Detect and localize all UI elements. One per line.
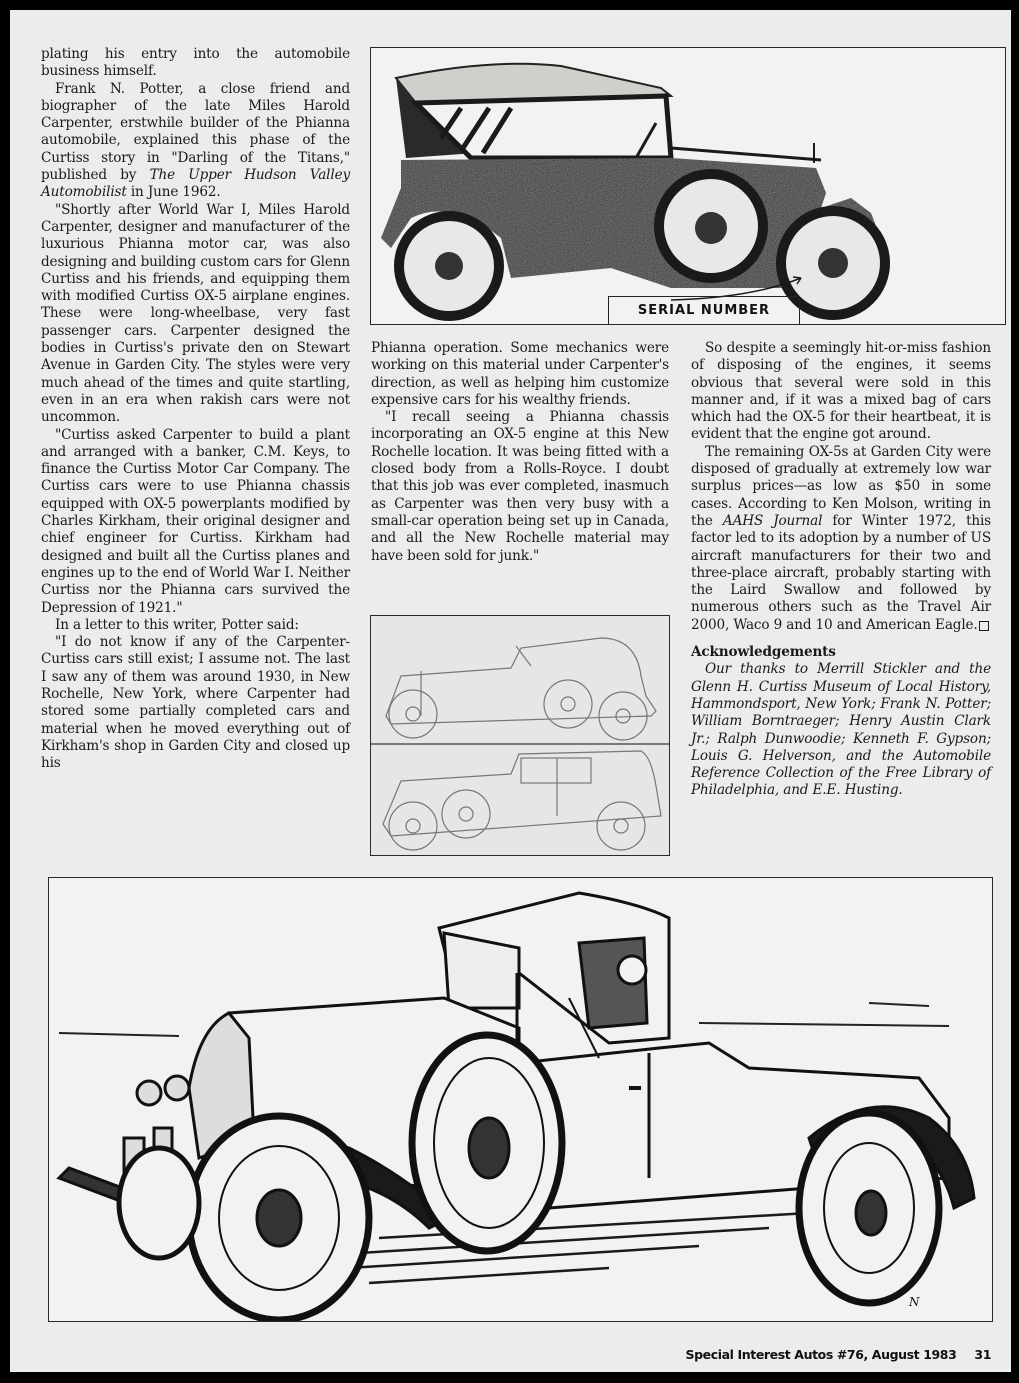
paragraph-text: in June 1962. <box>126 184 221 201</box>
paragraph: "I do not know if any of the Carpenter-Curtiss cars still exist; I assume not. The last I saw any of them was around 1930, in New Rochelle, New York, where Carpenter had stored some partially completed cars and material when he moved everything out of Kirkham's shop in Garden City and closed up his <box>41 634 350 772</box>
acknowledgements-heading: Acknowledgements <box>691 644 836 661</box>
paragraph <box>691 444 991 634</box>
paragraph: "Curtiss asked Carpenter to build a plant and arranged with a banker, C.M. Keys, to finance the Curtiss Motor Car Company. The Curtiss cars were to use Phianna chassis equipped with OX-5 powerplants modified by Charles Kirkham, their original designer and chief engineer for Curtiss. Kirkham had designed and built all the Curtiss planes and engines up to the end of World War I. Neither Curtiss nor the Phianna cars survived the Depression of 1921." <box>41 426 350 616</box>
roadster-illustration <box>48 877 993 1322</box>
page-footer <box>650 1347 991 1362</box>
acknowledgements-body: Our thanks to Merrill Stickler and the Glenn H. Curtiss Museum of Local History, Hammondsport, New York; Frank N. Potter; William Borntraeger; Henry Austin Clark Jr.; Ralph Dunwoodie; Kenneth F. Gypson; Louis G. Helverson, and the Automobile Reference Collection of the Free Library of Philadelphia, and E.E. Husting. <box>691 661 991 799</box>
page-number: 31 <box>974 1347 991 1362</box>
paragraph <box>41 81 350 202</box>
paragraph: plating his entry into the automobile business himself. <box>41 46 350 80</box>
paragraph: "Shortly after World War I, Miles Harold Carpenter, designer and manufacturer of the luxurious Phianna motor car, was also designing and building custom cars for Glenn Curtiss and his friends, and equipping them with modified Curtiss OX-5 airplane engines. These were long-wheelbase, very fast passenger cars. Carpenter designed the bodies in Curtiss's private den on Stewart Avenue in Garden City. The styles were very much ahead of the times and quite startling, even in an era when rakish cars were not uncommon. <box>41 201 350 426</box>
paragraph-text: Frank N. Potter, a close friend and biographer of the late Miles Harold Carpenter, erstwhile builder of the Phianna automobile, explained this phase of the Curtiss story in "Darling of the Titans," published by <box>41 80 350 184</box>
paragraph: In a letter to this writer, Potter said: <box>55 616 299 633</box>
touring-car-image <box>371 48 1005 324</box>
paragraph: "I recall seeing a Phianna chassis incorporating an OX-5 engine at this New Rochelle location. It was being fitted with a closed body from a Rolls-Royce. I doubt that this job was ever completed, inasmuch as Carpenter was then very busy with a small-car operation being set up in Canada, and all the New Rochelle material may have been sold for junk." <box>371 409 669 564</box>
paragraph-text: The remaining OX-5s at Garden City were disposed of gradually at extremely low war surplus prices—as low as $50 in some cases. According to Ken Molson, writing in the <box>691 443 991 529</box>
rear-wheel <box>399 216 499 316</box>
magazine-page <box>10 10 1011 1372</box>
paragraph: Phianna operation. Some mechanics were working on this material under Carpenter's direction, as well as helping him customize expensive cars for his wealthy friends. <box>371 340 669 408</box>
end-of-article-square-icon <box>979 621 989 631</box>
design-sketches-photo <box>370 615 670 856</box>
paragraph: So despite a seemingly hit-or-miss fashion of disposing of the engines, it seems obvious that several were sold in this manner and, if it was a mixed bag of cars which had the OX-5 for their heartbeat, it is evident that the engine got around. <box>691 340 991 443</box>
text-column-2 <box>371 340 669 565</box>
roadster-drawing <box>49 878 992 1321</box>
spare-wheel <box>659 174 763 278</box>
paragraph-text: for Winter 1972, this factor led to its adoption by a number of US aircraft manufacturers for their two and three-place aircraft, probably starting with the Laird Swallow and followed by numerous others such as the Travel Air 2000, Waco 9 and 10 and American Eagle. <box>691 512 992 633</box>
serial-number-callout: SERIAL NUMBER <box>608 296 800 324</box>
front-left-wheel <box>189 1116 369 1320</box>
artist-signature: N <box>909 1295 920 1309</box>
publication-credit: Special Interest Autos #76, August 1983 <box>685 1347 957 1362</box>
journal-title: AAHS Journal <box>722 512 823 529</box>
touring-car-photo <box>370 47 1006 325</box>
design-sketches-image <box>371 616 669 855</box>
publication-title: The Upper Hudson Valley Automobilist <box>41 167 351 201</box>
front-right-wheel <box>119 1148 199 1258</box>
text-column-3 <box>691 340 991 800</box>
spare-wheel <box>412 1035 562 1251</box>
rear-wheel <box>799 1113 939 1303</box>
text-column-1 <box>41 46 350 772</box>
